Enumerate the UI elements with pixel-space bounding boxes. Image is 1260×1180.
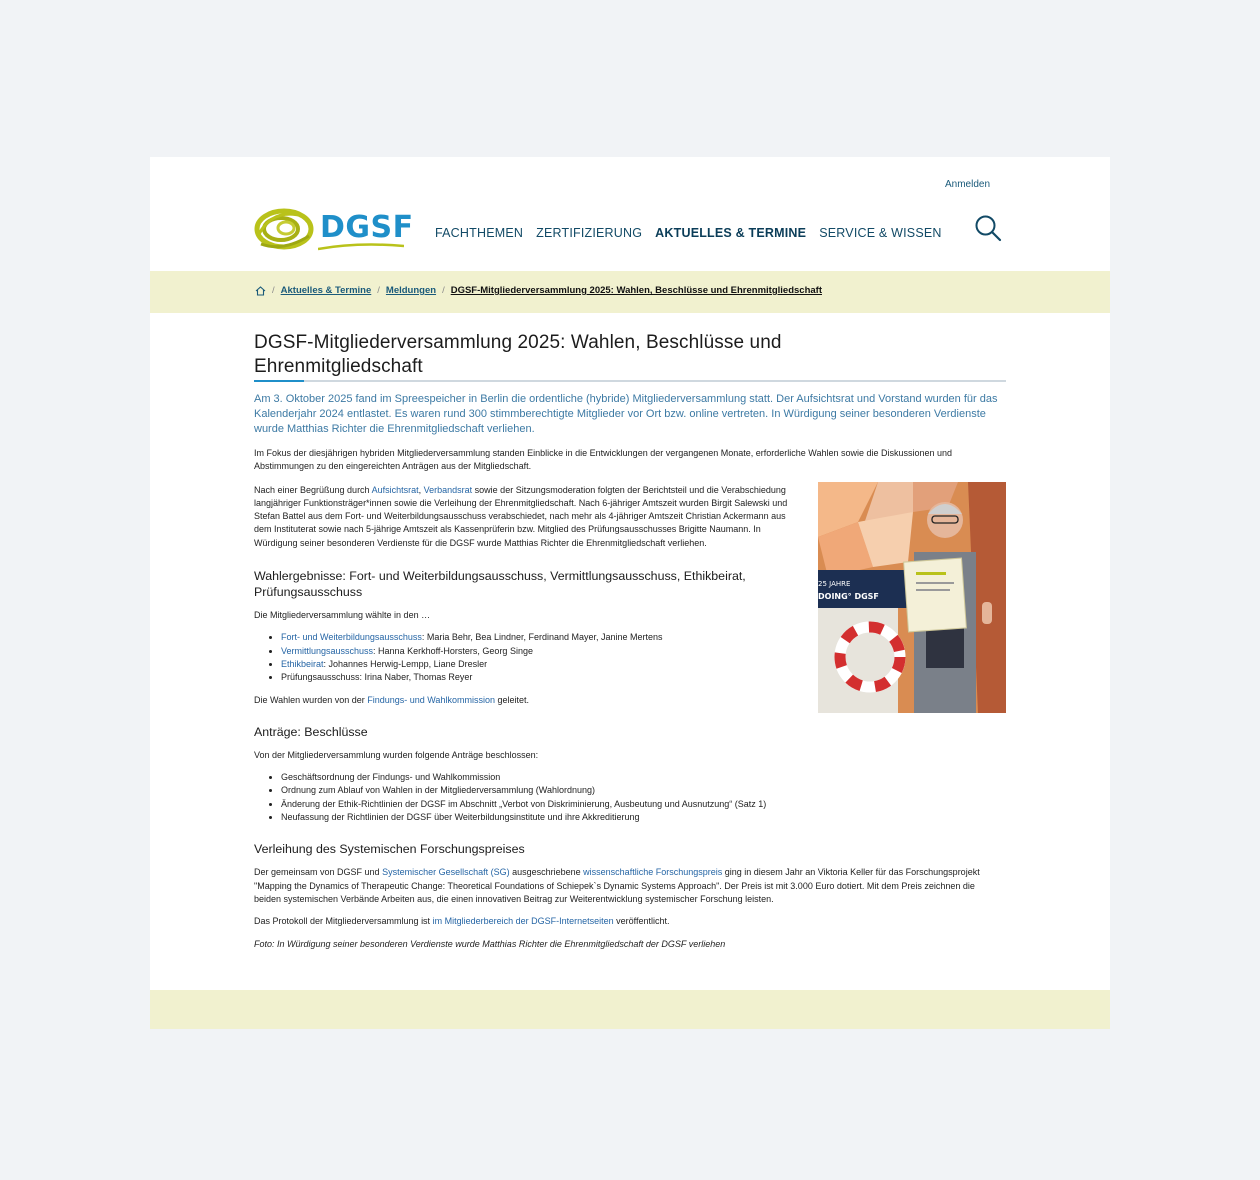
breadcrumb-separator: /	[442, 285, 445, 296]
nav-service-wissen[interactable]: SERVICE & WISSEN	[819, 226, 942, 240]
list-item: • Geschäftsordnung der Findungs- und Wahlkommission	[281, 771, 1006, 784]
antraege-intro: Von der Mitgliederversammlung wurden folgende Anträge beschlossen:	[254, 749, 539, 760]
antraege-list	[254, 771, 1006, 824]
vermittlungsausschuss-link[interactable]: Vermittlungsausschuss	[281, 645, 374, 656]
wahlen-outro-text-1: Die Wahlen wurden von der	[254, 694, 368, 705]
list-item: • Änderung der Ethik-Richtlinien der DGSF im Abschnitt „Verbot von Diskriminierung, Ausbeutung und Ausnutzung“ (Satz 1)	[281, 798, 1006, 811]
welcome-text-2: ,	[418, 484, 424, 495]
forschungspreis-link[interactable]: wissenschaftliche Forschungspreis	[583, 867, 723, 878]
breadcrumb	[255, 285, 822, 296]
mitgliederbereich-link[interactable]: im Mitgliederbereich der DGSF-Internetseiten	[432, 916, 614, 927]
title-line-1: DGSF-Mitgliederversammlung 2025: Wahlen, Beschlüsse und	[254, 332, 782, 353]
intro-paragraph: Im Fokus der diesjährigen hybriden Mitgliederversammlung standen Einblicke in die Entwicklungen der vergangenen Monate, erforderliche Wahlen sowie die Diskussionen und Abstimmungen zu den eingereichten Anträgen aus der Mitgliedschaft.	[254, 448, 953, 472]
nav-fachthemen[interactable]: FACHTHEMEN	[435, 226, 524, 240]
list-item-text: : Maria Behr, Bea Lindner, Ferdinand Mayer, Janine Mertens	[421, 632, 663, 643]
list-item: • Ordnung zum Ablauf von Wahlen in der Mitgliederversammlung (Wahlordnung)	[281, 784, 1006, 797]
logo-swoosh-icon	[318, 240, 404, 252]
nav-zertifizierung[interactable]: ZERTIFIZIERUNG	[536, 226, 643, 240]
logo-scribble-icon	[253, 204, 319, 256]
footer-band	[150, 990, 1110, 1029]
preis-text-3: ging in diesem Jahr an Viktoria Keller für das Forschungsprojekt "Mapping the Dynamics of Therapeutic Change: Theoretical Foundations of Schiepek`s Dynamic Systems Approach". Der Preis ist mit 3.000 Euro dotiert. Mit dem Preis zeichnen die beiden systemischen Verbände Arbeiten aus, die einen innovativen Beitrag zur Weiterentwicklung systemischer Forschung leisten.	[254, 867, 980, 904]
title-line-2: Ehrenmitgliedschaft	[254, 356, 423, 377]
nav-aktuelles-termine[interactable]: AKTUELLES & TERMINE	[655, 226, 807, 240]
preis-text-2: ausgeschriebene	[509, 867, 584, 878]
verbandsrat-link[interactable]: Verbandsrat	[423, 484, 473, 495]
aufsichtsrat-link[interactable]: Aufsichtsrat	[371, 484, 419, 495]
photo-caption-text: Foto: In Würdigung seiner besonderen Verdienste wurde Matthias Richter die Ehrenmitgliedschaft der DGSF verliehen	[254, 938, 726, 949]
search-icon	[974, 214, 1002, 242]
wahlen-outro-text-2: geleitet.	[494, 694, 529, 705]
photo-honorary-member-image	[818, 482, 1006, 713]
breadcrumb-separator: /	[377, 285, 380, 296]
site-header	[150, 157, 1110, 271]
fwa-link[interactable]: Fort- und Weiterbildungsausschuss	[281, 632, 422, 643]
sg-link[interactable]: Systemischer Gesellschaft (SG)	[382, 867, 510, 878]
dgsf-logo[interactable]	[253, 204, 414, 256]
photo-caption	[254, 938, 1006, 951]
list-item: • Prüfungsausschuss: Irina Naber, Thomas Reyer	[281, 671, 1006, 684]
breadcrumb-meldungen[interactable]: Meldungen	[385, 285, 437, 296]
welcome-text-3: sowie der Sitzungsmoderation folgten der Berichtsteil und die Verabschiedung langjähriger Funktionsträger*innen sowie die Verleihung der Ehrenmitgliedschaft. Nach 6-jähriger Amtszeit wurden Birgit Salewski und Stefan Battel aus dem Fort- und Weiterbildungsausschuss verabschiedet, nach mehr als 4-jähriger Amtszeit Christian Ackermann aus dem Instituterat sowie nach 5-jährige Amtszeit als Kassenprüferin bzw. Mitglied des Prüfungsausschusses Brigitte Naumann. In Würdigung seiner besonderen Verdienste für die DGSF wurde Matthias Richter die Ehrenmitgliedschaft verliehen.	[254, 484, 788, 548]
login-link[interactable]: Anmelden	[945, 179, 991, 190]
home-icon[interactable]	[255, 286, 266, 296]
protokoll-paragraph	[254, 915, 1006, 928]
welcome-text-1: Nach einer Begrüßung durch	[254, 484, 372, 495]
wahlen-intro: Die Mitgliederversammlung wählte in den …	[254, 610, 431, 621]
page-title	[254, 331, 1006, 379]
title-underline	[254, 380, 1006, 382]
article	[254, 331, 1006, 951]
heading-antraege: Anträge: Beschlüsse	[254, 724, 368, 739]
article-photo	[818, 482, 1006, 713]
page	[150, 157, 1110, 1029]
logo-text: DGSF	[320, 210, 414, 245]
preis-text-1: Der gemeinsam von DGSF und	[254, 867, 383, 878]
heading-wahlergebnisse: Wahlergebnisse: Fort- und Weiterbildungsausschuss, Vermittlungsausschuss, Ethikbeirat, Prüfungsausschuss	[254, 569, 746, 600]
forschungspreis-paragraph	[254, 866, 999, 906]
breadcrumb-aktuelles[interactable]: Aktuelles & Termine	[280, 285, 372, 296]
search-button[interactable]	[974, 214, 1002, 242]
photo-banner-line-1: 25 JAHRE	[818, 580, 851, 588]
list-item: • Neufassung der Richtlinien der DGSF über Weiterbildungsinstitute und ihre Akkreditierung	[281, 811, 1006, 824]
protokoll-text-1: Das Protokoll der Mitgliederversammlung ist	[254, 916, 433, 927]
findungskommission-link[interactable]: Findungs- und Wahlkommission	[367, 694, 495, 705]
breadcrumb-bar	[150, 271, 1110, 313]
main-nav	[435, 226, 942, 240]
list-item-text: : Johannes Herwig-Lempp, Liane Dresler	[323, 658, 488, 669]
list-item-text: : Hanna Kerkhoff-Horsters, Georg Singe	[373, 645, 533, 656]
protokoll-text-2: veröffentlicht.	[613, 916, 670, 927]
ethikbeirat-link[interactable]: Ethikbeirat	[281, 658, 324, 669]
photo-banner-line-2: DOING° DGSF	[818, 592, 879, 601]
breadcrumb-current: DGSF-Mitgliederversammlung 2025: Wahlen, Beschlüsse und Ehrenmitgliedschaft	[450, 285, 822, 296]
lead-paragraph: Am 3. Oktober 2025 fand im Spreespeicher in Berlin die ordentliche (hybride) Mitgliederversammlung statt. Der Aufsichtsrat und Vorstand wurden für das Kalenderjahr 2024 entlastet. Es waren rund 300 stimmberechtigte Mitglieder vor Ort bzw. online vertreten. In Würdigung seiner besonderen Verdienste wurde Matthias Richter die Ehrenmitgliedschaft verliehen.	[254, 393, 998, 435]
breadcrumb-separator: /	[272, 285, 275, 296]
welcome-paragraph	[254, 484, 802, 550]
heading-forschungspreis: Verleihung des Systemischen Forschungspreises	[254, 842, 525, 857]
